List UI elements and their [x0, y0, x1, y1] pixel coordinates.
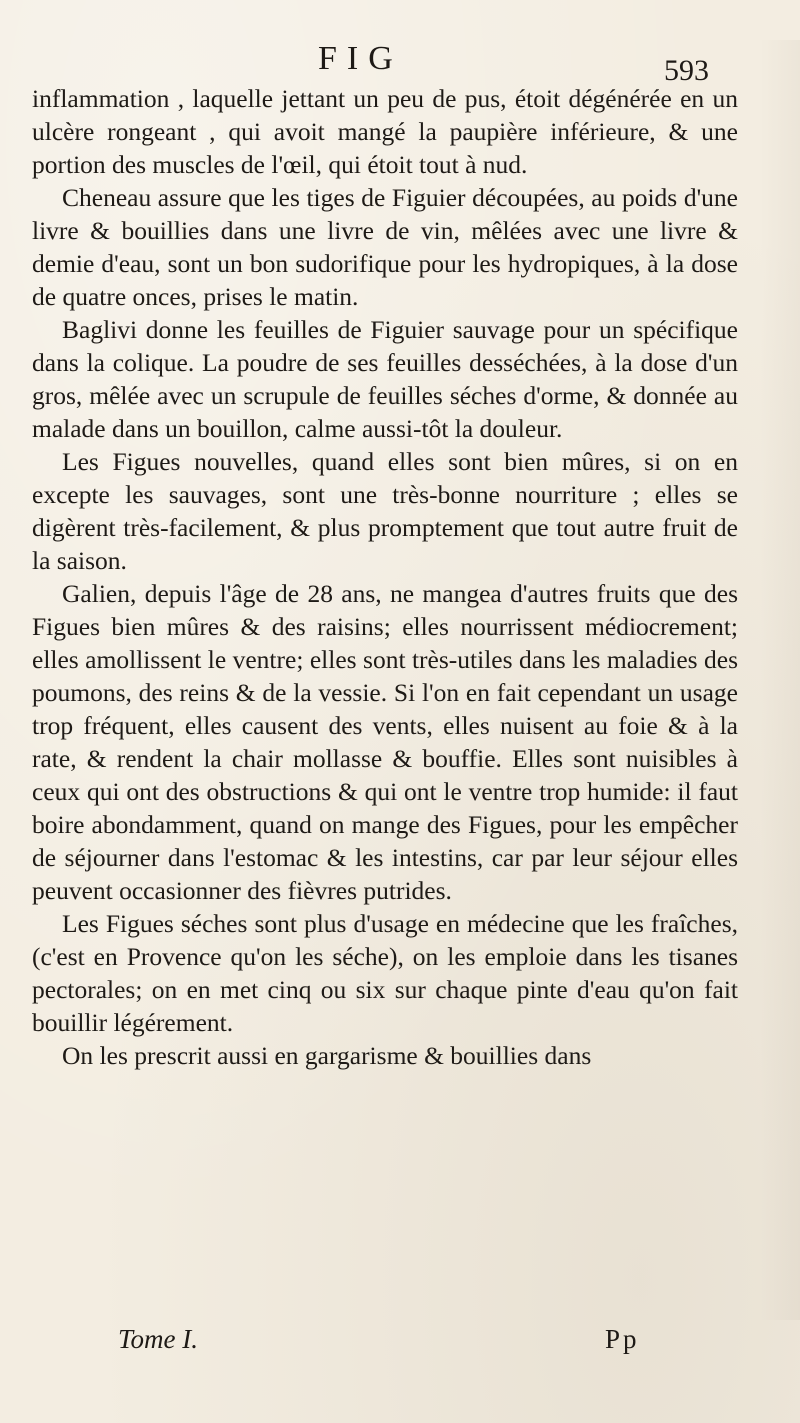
paragraph-continuation: inflammation , laquelle jettant un peu de pus, étoit dégénérée en un ulcère rongeant , qui avoit mangé la paupière inférieure, & une portion des muscles de l'œil, qui étoit tout à nud.: [32, 84, 738, 179]
paragraph-figues-nouvelles: Les Figues nouvelles, quand elles sont bien mûres, si on en excepte les sauvages, sont une très-bonne nourriture ; elles se digèrent très-facilement, & plus promptement que tout autre fruit de la saison.: [32, 447, 738, 575]
body-text: [32, 82, 738, 1072]
paragraph-baglivi: Baglivi donne les feuilles de Figuier sauvage pour un spécifique dans la colique. La poudre de ses feuilles desséchées, à la dose d'un gros, mêlée avec un scrupule de feuilles séches d'orme, & donnée au malade dans un bouillon, calme aussi-tôt la douleur.: [32, 315, 738, 443]
paragraph-galien: Galien, depuis l'âge de 28 ans, ne mangea d'autres fruits que des Figues bien mûres & des raisins; elles nourrissent médiocrement; elles amollissent le ventre; elles sont très-utiles dans les maladies des poumons, des reins & de la vessie. Si l'on en fait cependant un usage trop fréquent, elles causent des vents, elles nuisent au foie & à la rate, & rendent la chair mollasse & bouffie. Elles sont nuisibles à ceux qui ont des obstructions & qui ont le ventre trop humide: il faut boire abondamment, quand on mange des Figues, pour les empêcher de séjourner dans l'estomac & les intestins, car par leur séjour elles peuvent occasionner des fièvres putrides.: [32, 579, 738, 905]
page-number: 593: [664, 54, 709, 87]
paragraph-figues-seches: Les Figues séches sont plus d'usage en médecine que les fraîches, (c'est en Provence qu'on les séche), on les emploie dans les tisanes pectorales; on en met cinq ou six sur chaque pinte d'eau qu'on fait bouillir légérement.: [32, 909, 738, 1037]
volume-label: Tome I.: [118, 1324, 199, 1354]
paragraph-gargarisme: On les prescrit aussi en gargarisme & bouillies dans: [62, 1041, 592, 1070]
signature-mark: Pp: [605, 1324, 640, 1354]
running-head: FIG: [318, 40, 403, 77]
page-footer: [0, 1320, 800, 1370]
paragraph-cheneau: Cheneau assure que les tiges de Figuier découpées, au poids d'une livre & bouillies dans une livre de vin, mêlées avec une livre & demie d'eau, sont un bon sudorifique pour les hydropiques, à la dose de quatre onces, prises le matin.: [32, 183, 738, 311]
paper-edge-shadow: [760, 40, 800, 1320]
